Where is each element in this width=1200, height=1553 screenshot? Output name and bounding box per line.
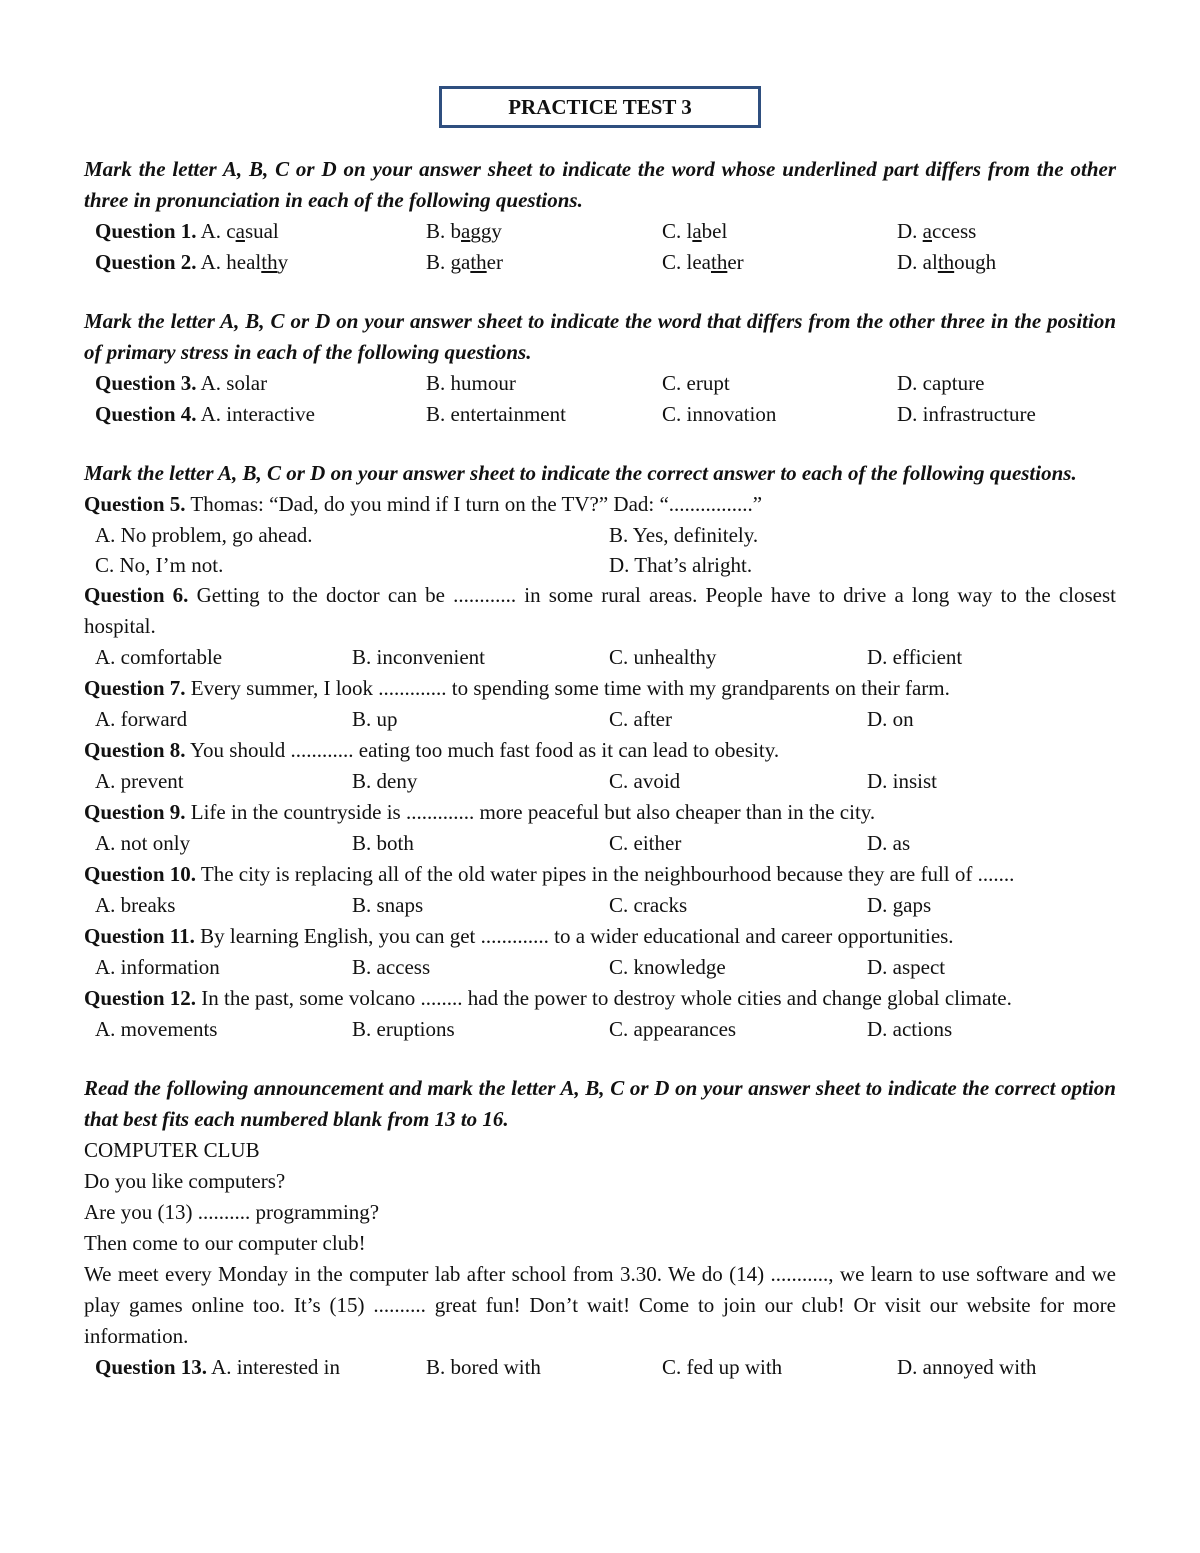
question-11-options: A. information B. access C. knowledge D. aspect <box>95 955 946 979</box>
question-label: Question 13. <box>95 1355 208 1379</box>
question-label: Question 4. <box>95 402 197 426</box>
question-2: Question 2. A. healthy B. gather C. leather D. although <box>95 250 997 274</box>
question-9: Question 9. Life in the countryside is ............. more peaceful but also cheaper than in the city. <box>84 800 876 824</box>
announcement-paragraph: We meet every Monday in the computer lab after school from 3.30. We do (14) ..........., we learn to use software and we play games online too. It’s (15) .......... great fun! Don’t wait! Come to join our club! Or visit our website for more information. <box>84 1262 1116 1348</box>
question-9-options: A. not only B. both C. either D. as <box>95 831 911 855</box>
question-12: Question 12. In the past, some volcano ........ had the power to destroy whole cities and change global climate. <box>84 986 1012 1010</box>
section2-instruction: Mark the letter A, B, C or D on your answer sheet to indicate the word that differs from the other three in the position of primary stress in each of the following questions. <box>84 309 1116 364</box>
question-4: Question 4. A. interactive B. entertainment C. innovation D. infrastructure <box>95 402 1036 426</box>
question-label: Question 1. <box>95 219 197 243</box>
question-10: Question 10. The city is replacing all of the old water pipes in the neighbourhood because they are full of ....... <box>84 862 1015 886</box>
question-6: Question 6. Getting to the doctor can be ............ in some rural areas. People have to drive a long way to the closest hospital. <box>84 583 1116 638</box>
section3-instruction: Mark the letter A, B, C or D on your answer sheet to indicate the correct answer to each of the following questions. <box>84 461 1077 485</box>
question-1: Question 1. A. casual B. baggy C. label D. access <box>95 219 977 243</box>
announcement-line: Then come to our computer club! <box>84 1231 366 1255</box>
question-3: Question 3. A. solar B. humour C. erupt D. capture <box>95 371 985 395</box>
question-13: Question 13. A. interested in B. bored with C. fed up with D. annoyed with <box>95 1355 1037 1379</box>
question-7-options: A. forward B. up C. after D. on <box>95 707 914 731</box>
question-5-options-row2: C. No, I’m not. D. That’s alright. <box>95 553 753 577</box>
announcement-title: COMPUTER CLUB <box>84 1138 260 1162</box>
question-6-options: A. comfortable B. inconvenient C. unhealthy D. efficient <box>95 645 963 669</box>
question-label: Question 3. <box>95 371 197 395</box>
page-title <box>439 86 761 128</box>
worksheet-page <box>84 86 1116 1383</box>
question-5: Question 5. Thomas: “Dad, do you mind if I turn on the TV?” Dad: “................” <box>84 492 763 516</box>
announcement-line: Are you (13) .......... programming? <box>84 1200 380 1224</box>
question-8: Question 8. You should ............ eating too much fast food as it can lead to obesity. <box>84 738 780 762</box>
section4-instruction: Read the following announcement and mark the letter A, B, C or D on your answer sheet to indicate the correct option that best fits each numbered blank from 13 to 16. <box>84 1076 1116 1131</box>
question-10-options: A. breaks B. snaps C. cracks D. gaps <box>95 893 932 917</box>
page-title-text: PRACTICE TEST 3 <box>508 94 692 119</box>
question-8-options: A. prevent B. deny C. avoid D. insist <box>95 769 938 793</box>
section1-instruction: Mark the letter A, B, C or D on your answer sheet to indicate the word whose underlined part differs from the other three in pronunciation in each of the following questions. <box>84 157 1116 212</box>
question-5-options-row1: A. No problem, go ahead. B. Yes, definitely. <box>95 523 759 547</box>
announcement-line: Do you like computers? <box>84 1169 286 1193</box>
question-11: Question 11. By learning English, you can get ............. to a wider educational and career opportunities. <box>84 924 954 948</box>
question-7: Question 7. Every summer, I look ............. to spending some time with my grandparents on their farm. <box>84 676 950 700</box>
question-12-options: A. movements B. eruptions C. appearances D. actions <box>95 1017 953 1041</box>
question-label: Question 2. <box>95 250 197 274</box>
